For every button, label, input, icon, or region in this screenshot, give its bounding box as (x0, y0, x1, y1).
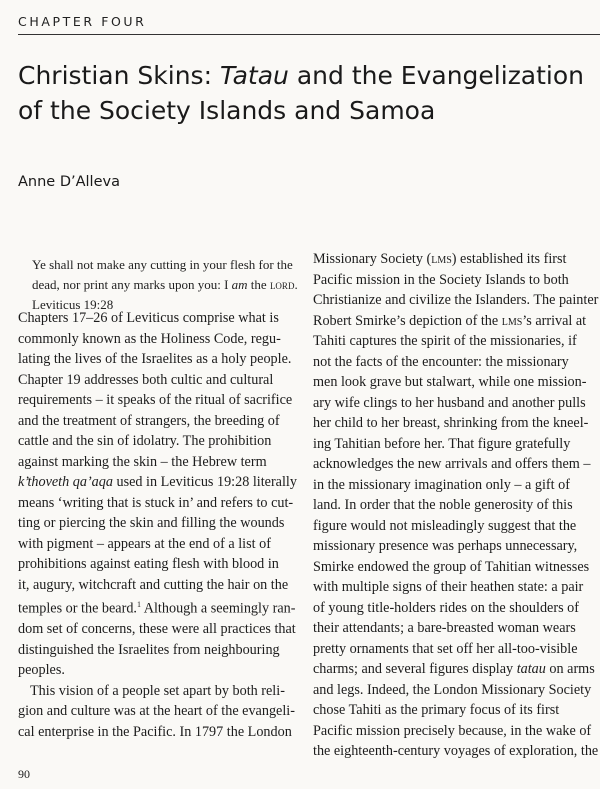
text-line: Missionary Society (lms) established its first (313, 251, 567, 267)
title-line: Christian Skins: Tatau and the Evangelization (18, 61, 585, 90)
text-line: missionary presence was perhaps unnecessary, (313, 538, 578, 554)
text-line: Chapters 17–26 of Leviticus comprise what is (18, 310, 279, 326)
text-line: of young title-holders rides on the shoulders of (313, 599, 579, 616)
text-line: lating the lives of the Israelites as a holy people. (18, 351, 292, 367)
body-column-right (313, 249, 600, 762)
text-line: peoples. (18, 662, 65, 679)
text-line: land. In order that the noble generosity of this (313, 497, 573, 513)
epigraph (32, 255, 297, 315)
text-line: pretty ornaments that set off her all-too-visible (313, 640, 578, 657)
text-line: Pacific mission precisely because, in the wake of (313, 722, 592, 739)
text-line: Tahiti captures the spirit of the missionaries, if (313, 333, 577, 349)
text-line: not the facts of the encounter: the missionary (313, 353, 569, 370)
text-line: Chapter 19 addresses both cultic and cultural (18, 371, 274, 388)
text-line: This vision of a people set apart by both reli- (30, 682, 285, 699)
text-line: cattle and the sin of idolatry. The prohibition (18, 433, 272, 449)
text-line: prohibitions against eating flesh with blood in (18, 556, 279, 572)
text-line: and the treatment of strangers, the breeding of (18, 412, 280, 429)
chapter-label: CHAPTER FOUR (18, 14, 147, 29)
text-line: against marking the skin – the Hebrew term (18, 453, 267, 470)
epigraph-line: Leviticus 19:28 (32, 297, 114, 312)
text-line: ing Tahitian before her. That figure gratefully (313, 435, 571, 452)
text-line: figure would not misleadingly suggest that the (313, 517, 577, 534)
text-line: with multiple signs of their heathen state: a pair (313, 579, 584, 595)
text-line: cal enterprise in the Pacific. In 1797 the London (18, 723, 292, 740)
text-line: distinguished the Israelites from neighbouring (18, 641, 280, 658)
text-line: Christianize and civilize the Islanders. The painter (313, 292, 599, 308)
text-line: men look grave but stalwart, while one mission- (313, 374, 587, 390)
text-line: her child to her breast, shrinking from the kneel- (313, 415, 589, 431)
text-line: temples or the beard.$^1$ Although a seemingly ran- (18, 600, 296, 617)
author-name: Anne D’Alleva (18, 174, 120, 190)
text-line: the eighteenth-century voyages of exploration, the (313, 743, 599, 759)
body-column-left (18, 308, 300, 742)
text-line: means ‘writing that is stuck in’ and refers to cut- (18, 494, 294, 511)
text-line: dom set of concerns, these were all practices that (18, 621, 296, 638)
epigraph-line: Ye shall not make any cutting in your flesh for the (32, 257, 293, 272)
text-line: k’thoveth qa’aqa used in Leviticus 19:28 literally (18, 474, 297, 490)
text-line: and legs. Indeed, the London Missionary Society (313, 681, 592, 698)
text-line: ary wife clings to her husband and another pulls (313, 394, 586, 411)
text-line: commonly known as the Holiness Code, regu- (18, 330, 281, 347)
text-line: gion and culture was at the heart of the evangeli- (18, 703, 295, 720)
text-line: their attendants; a bare-breasted woman wears (313, 620, 576, 636)
text-line: Robert Smirke’s depiction of the lms’s arrival at (313, 312, 587, 329)
text-line: requirements – it speaks of the ritual of sacrifice (18, 392, 293, 408)
text-line: Pacific mission in the Society Islands to both (313, 271, 569, 288)
title-line: of the Society Islands and Samoa (18, 96, 436, 125)
text-line: charms; and several figures display tatau on arms (313, 661, 595, 677)
page-number: 90 (18, 767, 30, 781)
text-line: Smirke endowed the group of Tahitian witnesses (313, 558, 590, 575)
text-line: in the missionary imagination only – a gift of (313, 476, 570, 493)
text-line: chose Tahiti as the primary focus of its first (313, 702, 560, 718)
chapter-title (18, 58, 593, 128)
text-line: with pigment – appears at the end of a list of (18, 535, 271, 552)
header-rule (18, 34, 600, 35)
text-line: ting or piercing the skin and filling the wounds (18, 515, 285, 531)
text-line: acknowledges the new arrivals and offers them – (313, 456, 591, 472)
epigraph-line: dead, nor print any marks upon you: I am the lord. (32, 277, 298, 292)
text-line: it, augury, witchcraft and cutting the hair on the (18, 576, 289, 593)
